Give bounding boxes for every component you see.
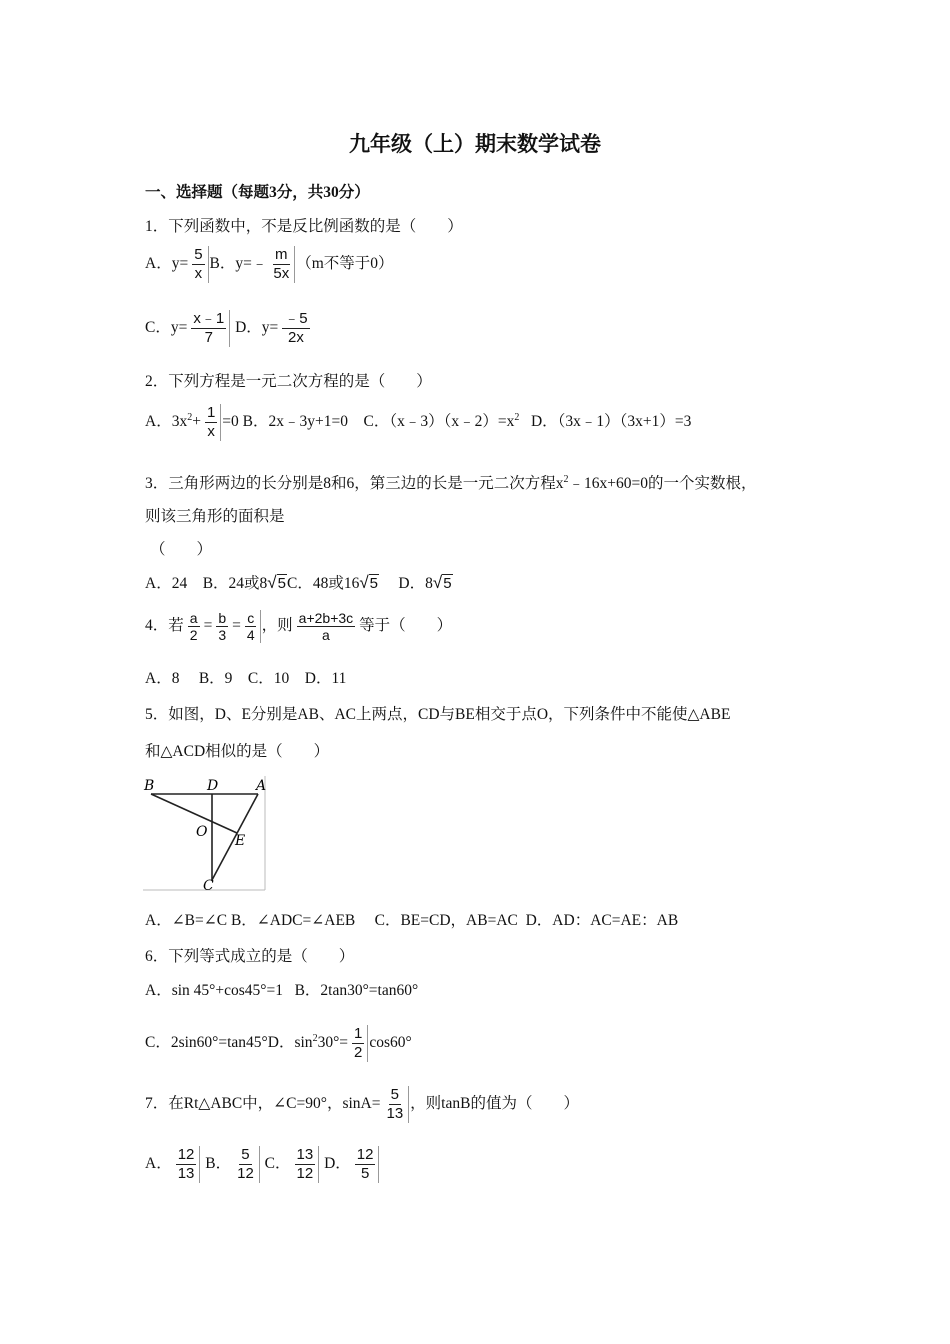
q3-stem-line1: 3．三角形两边的长分别是8和6，第三边的长是一元二次方程$x^2﹣16x+60=0$的一个实数根，: [145, 474, 757, 493]
q5-options: A．∠B=∠C B．∠ADC=∠AEB C．BE=CD，AB=AC D．AD：AC=AE：AB: [145, 912, 679, 929]
q3-stem-line2: 则该三角形的面积是: [145, 508, 285, 525]
q1-options-ab: A．y= $\frac{5}{x}$ B．y=﹣ $\frac{m}{5x}$ （m不等于0）: [145, 246, 394, 282]
q2-stem: 2．下列方程是一元二次方程的是（ ）: [145, 373, 432, 390]
label-d: D: [207, 778, 219, 794]
label-a: A: [256, 778, 266, 794]
label-o: O: [196, 824, 208, 840]
triangle-figure: [143, 776, 266, 892]
q7-stem: 7．在Rt△ABC中，∠C=90°，sinA= $\frac{5}{13}$ ，则tanB的值为（ ）: [145, 1086, 579, 1122]
section-heading: 一、选择题（每题3分，共30分）: [145, 184, 370, 201]
label-c: C: [203, 878, 214, 892]
q5-stem-line2: 和△ACD相似的是（ ）: [145, 743, 330, 760]
q3-options: A．24 B．24或8√5C．48或16√5 D．8√5: [145, 573, 452, 592]
q6-options-cd: C．2sin60°=tan45°D．$\sin^230^\circ=$ $\frac{1}{2}$ cos60°: [145, 1025, 412, 1061]
page-title: 九年级（上）期末数学试卷: [349, 132, 601, 156]
q1-options-cd: C．y= $\frac{x﹣1}{7}$ D．y= $\frac{﹣5}{2x}$: [145, 310, 308, 346]
q5-stem-line1: 5．如图，D、E分别是AB、AC上两点，CD与BE相交于点O，下列条件中不能使△ABE: [145, 706, 731, 723]
label-b: B: [144, 778, 155, 794]
q1-stem: 1．下列函数中，不是反比例函数的是（ ）: [145, 218, 463, 235]
q6-options-ab: A．sin 45°+cos45°=1 B．2tan30°=tan60°: [145, 982, 419, 999]
q4-stem: 4．若 $\frac{a}{2}$ = $\frac{b}{3}$ = $\frac{c}{4}$ ，则 $\frac{a+2b+3c}{a}$ 等于（ ）: [145, 610, 453, 643]
q3-answer-paren: （ ）: [150, 541, 213, 558]
q7-options: A． $\frac{12}{13}$ B． $\frac{5}{12}$ C． $\frac{13}{12}$ D． $\frac{12}{5}$: [145, 1146, 380, 1183]
q6-stem: 6．下列等式成立的是（ ）: [145, 948, 355, 965]
segment-be: [151, 794, 237, 833]
q2-options: A．$3x^2+$ $\frac{1}{x}$ =0 B．2x﹣3y+1=0 C．$(x﹣3)(x﹣2)=x^2$ D．（3x﹣1）（3x+1）=3: [145, 404, 692, 440]
q4-options: A．8 B．9 C．10 D．11: [145, 670, 347, 687]
label-e: E: [235, 833, 246, 849]
